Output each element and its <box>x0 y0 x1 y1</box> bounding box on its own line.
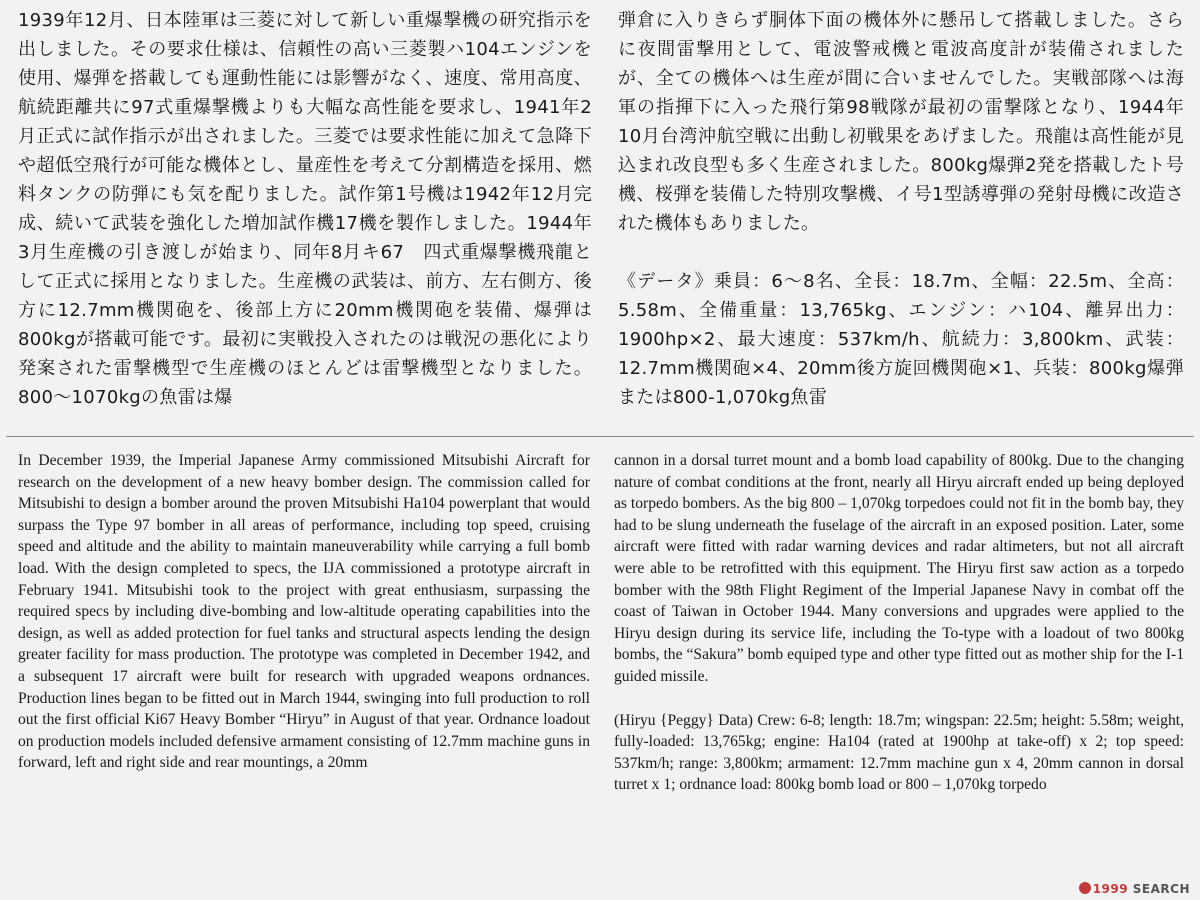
english-history-paragraph: In December 1939, the Imperial Japanese Army commissioned Mitsubishi Aircraft for research on the development of a new heavy bomber design. The commission called for Mitsubishi to design a bomber around the proven Mitsubishi Ha104 powerplant that would surpass the Type 97 bomber in all areas of performance, including top speed, cruising speed and altitude and the ability to maintain maneuverability while carrying a full bomb load. With the design completed to specs, the IJA commissioned a prototype aircraft in February 1941. Mitsubishi took to the project with great enthusiasm, surpassing the required specs by including dive-bombing and low-altitude operating capabilities into the design, as well as added protection for fuel tanks and structural aspects lending the design greater facility for mass production. The prototype was completed in December 1942, and a subsequent 17 aircraft were built for research with upgraded weapons ordnances. Production lines began to be fitted out in March 1944, swinging into full production to roll out the first official Ki67 Heavy Bomber “Hiryu” in August of that year. Ordnance loadout on production models included defensive armament consisting of 12.7mm machine guns in forward, left and right side and rear mountings, a 20mm <box>18 452 590 772</box>
english-history-continued-paragraph: cannon in a dorsal turret mount and a bomb load capability of 800kg. Due to the changing nature of combat conditions at the front, nearly all Hiryu aircraft ended up being deployed as torpedo bombers. As the big 800 – 1,070kg torpedoes could not fit in the bomb bay, they had to be slung underneath the fuselage of the aircraft in an exposed position. Later, some aircraft were fitted with radar warning devices and radar altimeters, but not all aircraft were able to be retrofitted with this equipment. The Hiryu first saw action as a torpedo bomber with the 98th Flight Regiment of the Imperial Japanese Navy in combat off the coast of Taiwan in October 1944. Many conversions and upgrades were applied to the Hiryu design during its service life, including the To-type with a loadout of two 800kg bombs, the “Sakura” bomb equiped type and other type fitted out as mother ship for the I-1 guided missile. <box>614 452 1184 685</box>
japanese-text-left-column <box>18 6 592 412</box>
english-text-left-column <box>18 450 590 774</box>
japanese-history-continued-paragraph: 弾倉に入りきらず胴体下面の機体外に懸吊して搭載しました。さらに夜間雷撃用として、電波警戒機と電波高度計が装備されましたが、全ての機体へは生産が間に合いませんでした。実戦部隊へは海軍の指揮下に入った飛行第98戦隊が最初の雷撃隊となり、1944年10月台湾沖航空戦に出動し初戦果をあげました。飛龍は高性能が見込まれ改良型も多く生産されました。800kg爆弾2発を搭載したト号機、桜弾を装備した特別攻撃機、イ号1型誘導弾の発射母機に改造された機体もありました。 <box>618 10 1184 234</box>
japanese-history-paragraph: 1939年12月、日本陸軍は三菱に対して新しい重爆撃機の研究指示を出しました。その要求仕様は、信頼性の高い三菱製ハ104エンジンを使用、爆弾を搭載しても運動性能には影響がなく、速度、常用高度、航続距離共に97式重爆撃機よりも大幅な高性能を要求し、1941年2月正式に試作指示が出されました。三菱では要求性能に加えて急降下や超低空飛行が可能な機体とし、量産性を考えて分割構造を採用、燃料タンクの防弾にも気を配りました。試作第1号機は1942年12月完成、続いて武装を強化した増加試作機17機を製作しました。1944年3月生産機の引き渡しが始まり、同年8月キ67 四式重爆撃機飛龍として正式に採用となりました。生産機の武装は、前方、左右側方、後方に12.7mm機関砲を、後部上方に20mm機関砲を装備、爆弾は800kgが搭載可能です。最初に実戦投入されたのは戦況の悪化により発案された雷撃機型で生産機のほとんどは雷撃機型となりました。800〜1070kgの魚雷は爆 <box>18 10 592 408</box>
language-divider <box>6 436 1194 437</box>
site-watermark <box>1077 882 1192 896</box>
english-specs-paragraph: (Hiryu {Peggy} Data) Crew: 6-8; length: 18.7m; wingspan: 22.5m; height: 5.58m; weight, fully-loaded: 13,765kg; engine: Ha104 (rated at 1900hp at take-off) x 2; top speed: 537km/h; range: 3,800km; armament: 12.7mm machine gun x 4, 20mm cannon in dorsal turret x 1; ordnance load: 800kg bomb load or 800 – 1,070kg torpedo <box>614 711 1184 794</box>
watermark-search-label: SEARCH <box>1132 882 1190 896</box>
japanese-specs-paragraph: 《データ》乗員：6〜8名、全長：18.7m、全幅：22.5m、全高：5.58m、全備重量：13,765kg、エンジン：ハ104、離昇出力：1900hp×2、最大速度：537km/h、航続力：3,800km、武装：12.7mm機関砲×4、20mm後方旋回機関砲×1、兵装：800kg爆弾または800-1,070kg魚雷 <box>618 271 1184 408</box>
english-text-right-column <box>614 450 1184 796</box>
watermark-brand: 1999 <box>1092 882 1129 896</box>
japanese-text-right-column <box>618 6 1184 412</box>
watermark-logo-icon <box>1079 882 1091 894</box>
